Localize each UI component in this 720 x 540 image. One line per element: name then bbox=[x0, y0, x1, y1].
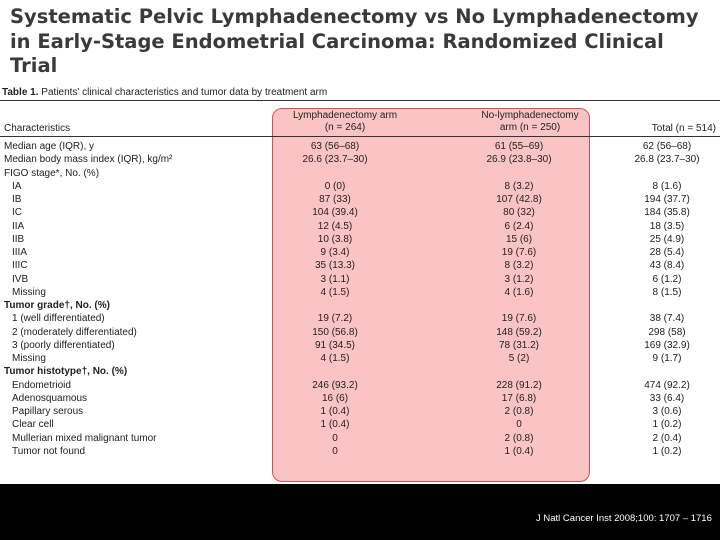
cell-no-lymphadenectomy: 8 (3.2) bbox=[504, 260, 534, 272]
cell-no-lymphadenectomy: 3 (1.2) bbox=[504, 273, 534, 285]
header-arm2-line2: arm (n = 250) bbox=[499, 122, 561, 133]
header-arm2-line1: No-lymphadenectomy bbox=[481, 110, 579, 121]
row-label: 2 (moderately differentiated) bbox=[12, 326, 137, 338]
row-label: Tumor histotype†, No. (%) bbox=[4, 366, 128, 378]
row-label: Mullerian mixed malignant tumor bbox=[12, 432, 157, 444]
cell-lymphadenectomy: 150 (56.8) bbox=[312, 326, 358, 338]
cell-total: 33 (6.4) bbox=[649, 392, 685, 404]
cell-total: 18 (3.5) bbox=[649, 220, 685, 232]
row-label: Adenosquamous bbox=[12, 392, 88, 404]
table-row bbox=[0, 312, 720, 325]
table-row bbox=[0, 286, 720, 299]
cell-total: 9 (1.7) bbox=[652, 353, 682, 364]
cell-no-lymphadenectomy: 148 (59.2) bbox=[496, 326, 542, 338]
table-caption bbox=[2, 87, 327, 98]
cell-lymphadenectomy: 87 (33) bbox=[319, 194, 351, 205]
table-header-rule bbox=[0, 136, 720, 137]
table-top-rule bbox=[0, 100, 720, 101]
table-row bbox=[0, 392, 720, 405]
cell-no-lymphadenectomy: 17 (6.8) bbox=[501, 392, 537, 404]
cell-total: 474 (92.2) bbox=[644, 379, 690, 391]
cell-lymphadenectomy: 3 (1.1) bbox=[320, 273, 350, 285]
row-label: IC bbox=[12, 207, 22, 219]
table-row bbox=[0, 405, 720, 418]
cell-no-lymphadenectomy: 5 (2) bbox=[508, 353, 530, 364]
table-row bbox=[0, 206, 720, 219]
cell-total: 25 (4.9) bbox=[649, 233, 685, 245]
table-row bbox=[0, 180, 720, 193]
table-row bbox=[0, 153, 720, 166]
cell-lymphadenectomy: 10 (3.8) bbox=[317, 233, 353, 245]
row-label: FIGO stage*, No. (%) bbox=[4, 167, 100, 179]
table-row bbox=[0, 167, 720, 180]
table-row bbox=[0, 379, 720, 392]
row-label: Papillary serous bbox=[12, 406, 84, 417]
citation: J Natl Cancer Inst 2008;100: 1707 – 1716 bbox=[536, 513, 712, 524]
cell-total: 43 (8.4) bbox=[649, 260, 685, 272]
cell-lymphadenectomy: 104 (39.4) bbox=[312, 207, 358, 219]
cell-total: 298 (58) bbox=[648, 326, 686, 338]
cell-no-lymphadenectomy: 107 (42.8) bbox=[496, 194, 542, 205]
cell-lymphadenectomy: 12 (4.5) bbox=[317, 220, 353, 232]
header-total: Total (n = 514) bbox=[651, 123, 716, 134]
row-label: 3 (poorly differentiated) bbox=[12, 339, 115, 351]
table-row bbox=[0, 339, 720, 352]
table-row bbox=[0, 418, 720, 431]
cell-lymphadenectomy: 4 (1.5) bbox=[320, 286, 350, 298]
row-label: IA bbox=[12, 180, 22, 192]
row-label: Median body mass index (IQR), kg/m² bbox=[4, 154, 173, 166]
cell-lymphadenectomy: 19 (7.2) bbox=[317, 313, 353, 325]
cell-no-lymphadenectomy: 19 (7.6) bbox=[501, 313, 537, 325]
cell-no-lymphadenectomy: 8 (3.2) bbox=[504, 180, 534, 192]
cell-lymphadenectomy: 16 (6) bbox=[321, 392, 349, 404]
cell-total: 194 (37.7) bbox=[644, 194, 690, 205]
row-label: Median age (IQR), y bbox=[4, 141, 95, 152]
row-label: Tumor grade†, No. (%) bbox=[4, 300, 110, 311]
cell-total: 28 (5.4) bbox=[649, 247, 685, 258]
table-row bbox=[0, 352, 720, 365]
cell-lymphadenectomy: 0 bbox=[332, 432, 338, 444]
cell-no-lymphadenectomy: 26.9 (23.8–30) bbox=[486, 154, 552, 166]
row-label: Missing bbox=[12, 353, 46, 364]
header-arm1 bbox=[270, 110, 420, 134]
cell-lymphadenectomy: 26.6 (23.7–30) bbox=[302, 154, 368, 166]
table-caption-text: Patients' clinical characteristics and tumor data by treatment arm bbox=[41, 87, 328, 98]
table-row bbox=[0, 259, 720, 272]
table-row bbox=[0, 326, 720, 339]
row-label: IIA bbox=[12, 220, 25, 232]
table-row bbox=[0, 140, 720, 153]
table-row bbox=[0, 299, 720, 312]
cell-no-lymphadenectomy: 228 (91.2) bbox=[496, 379, 542, 391]
header-characteristics: Characteristics bbox=[4, 123, 71, 134]
header-arm1-line1: Lymphadenectomy arm bbox=[292, 110, 398, 121]
table-row bbox=[0, 365, 720, 378]
cell-total: 1 (0.2) bbox=[652, 419, 682, 431]
cell-total: 169 (32.9) bbox=[644, 339, 690, 351]
cell-total: 8 (1.5) bbox=[652, 286, 682, 298]
row-label: IIIC bbox=[12, 260, 28, 272]
cell-total: 62 (56–68) bbox=[642, 141, 692, 152]
table-row bbox=[0, 193, 720, 206]
cell-no-lymphadenectomy: 19 (7.6) bbox=[501, 247, 537, 258]
cell-lymphadenectomy: 1 (0.4) bbox=[320, 406, 350, 417]
cell-total: 3 (0.6) bbox=[652, 406, 682, 417]
cell-no-lymphadenectomy: 2 (0.8) bbox=[504, 432, 534, 444]
cell-lymphadenectomy: 4 (1.5) bbox=[320, 353, 350, 364]
cell-lymphadenectomy: 0 (0) bbox=[324, 180, 346, 192]
row-label: IB bbox=[12, 194, 22, 205]
cell-total: 38 (7.4) bbox=[649, 313, 685, 325]
table-row bbox=[0, 432, 720, 445]
row-label: IVB bbox=[12, 273, 29, 285]
row-label: Missing bbox=[12, 286, 46, 298]
cell-total: 2 (0.4) bbox=[652, 432, 682, 444]
table-row bbox=[0, 445, 720, 458]
cell-total: 26.8 (23.7–30) bbox=[634, 154, 700, 166]
table-row bbox=[0, 246, 720, 259]
table-row bbox=[0, 273, 720, 286]
row-label: Endometrioid bbox=[12, 379, 71, 391]
cell-lymphadenectomy: 91 (34.5) bbox=[314, 339, 356, 351]
cell-total: 184 (35.8) bbox=[644, 207, 690, 219]
table-row bbox=[0, 233, 720, 246]
cell-no-lymphadenectomy: 78 (31.2) bbox=[498, 339, 540, 351]
row-label: Tumor not found bbox=[12, 445, 86, 457]
header-arm1-line2: (n = 264) bbox=[324, 122, 366, 133]
header-arm2 bbox=[460, 110, 600, 134]
cell-no-lymphadenectomy: 80 (32) bbox=[503, 207, 535, 219]
cell-no-lymphadenectomy: 1 (0.4) bbox=[504, 445, 534, 457]
row-label: IIB bbox=[12, 233, 25, 245]
cell-total: 1 (0.2) bbox=[652, 445, 682, 457]
cell-total: 8 (1.6) bbox=[652, 180, 682, 192]
cell-no-lymphadenectomy: 15 (6) bbox=[505, 233, 533, 245]
cell-lymphadenectomy: 9 (3.4) bbox=[320, 247, 350, 258]
cell-lymphadenectomy: 0 bbox=[332, 445, 338, 457]
cell-no-lymphadenectomy: 61 (55–69) bbox=[494, 141, 544, 152]
cell-no-lymphadenectomy: 0 bbox=[516, 419, 522, 431]
cell-lymphadenectomy: 35 (13.3) bbox=[314, 260, 356, 272]
row-label: Clear cell bbox=[12, 419, 54, 431]
cell-total: 6 (1.2) bbox=[652, 273, 682, 285]
cell-lymphadenectomy: 63 (56–68) bbox=[310, 141, 360, 152]
cell-no-lymphadenectomy: 6 (2.4) bbox=[504, 220, 534, 232]
row-label: IIIA bbox=[12, 247, 28, 258]
cell-lymphadenectomy: 1 (0.4) bbox=[320, 419, 350, 431]
cell-no-lymphadenectomy: 4 (1.6) bbox=[504, 286, 534, 298]
table-row bbox=[0, 220, 720, 233]
slide-title: Systematic Pelvic Lymphadenectomy vs No Lymphadenectomy in Early-Stage Endometrial Carcinoma: Randomized Clinical Trial bbox=[10, 5, 699, 77]
cell-no-lymphadenectomy: 2 (0.8) bbox=[504, 406, 534, 417]
cell-lymphadenectomy: 246 (93.2) bbox=[312, 379, 358, 391]
row-label: 1 (well differentiated) bbox=[12, 313, 105, 325]
table-caption-label: Table 1. bbox=[2, 87, 39, 98]
